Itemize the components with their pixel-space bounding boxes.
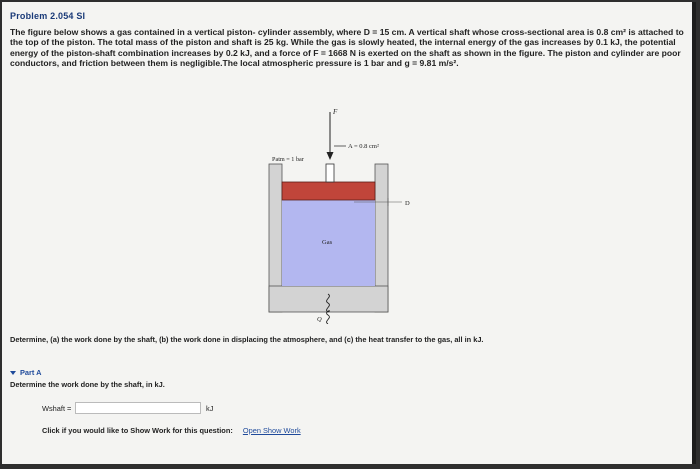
show-work-row [42,426,301,435]
part-a-prompt: Determine the work done by the shaft, in kJ. [10,380,165,389]
heat-arrow-lower [327,311,330,324]
answer-label: Wshaft = [42,403,72,413]
part-a-label: Part A [20,368,42,377]
answer-unit: kJ [206,403,214,413]
collapse-triangle-icon[interactable] [10,371,16,375]
open-show-work-link[interactable]: Open Show Work [242,426,301,435]
patm-label: Patm = 1 bar [272,156,304,163]
show-work-text: Click if you would like to Show Work for this question: [42,426,233,435]
part-a-header[interactable] [10,368,42,377]
piston [282,182,375,200]
diameter-label: D [405,200,410,207]
heat-label: Q [317,316,322,323]
answer-row [42,402,213,414]
problem-title: Problem 2.054 SI [10,11,86,21]
area-label: A = 0.8 cm² [348,143,379,150]
force-label: F [333,108,338,116]
force-arrowhead [327,152,334,160]
problem-statement: The figure below shows a gas contained in a vertical piston- cylinder assembly, where D = 15 cm. A vertical shaft whose cross-sectional area is 0.8 cm² is attached to the top of the piston. The total mass of the piston and shaft is 25 kg. While the gas is slowly heated, the internal energy of the gas increases by 0.1 kJ, the potential energy of the piston-shaft combination increases by 0.2 kJ, and a force of F = 1668 N is exerted on the shaft as shown in the figure. The piston and cylinder are poor conductors, and friction between them is negligible.The local atmospheric pressure is 1 bar and g = 9.81 m/s². [10,27,684,69]
shaft [326,164,334,182]
gas-label: Gas [322,239,333,246]
piston-cylinder-diagram [242,102,472,324]
cylinder-bottom [269,286,388,312]
question-text: Determine, (a) the work done by the shaft, (b) the work done in displacing the atmosphere, and (c) the heat transfer to the gas, all in kJ. [10,335,484,344]
problem-panel [2,2,696,464]
shaft-work-input[interactable] [75,402,201,414]
